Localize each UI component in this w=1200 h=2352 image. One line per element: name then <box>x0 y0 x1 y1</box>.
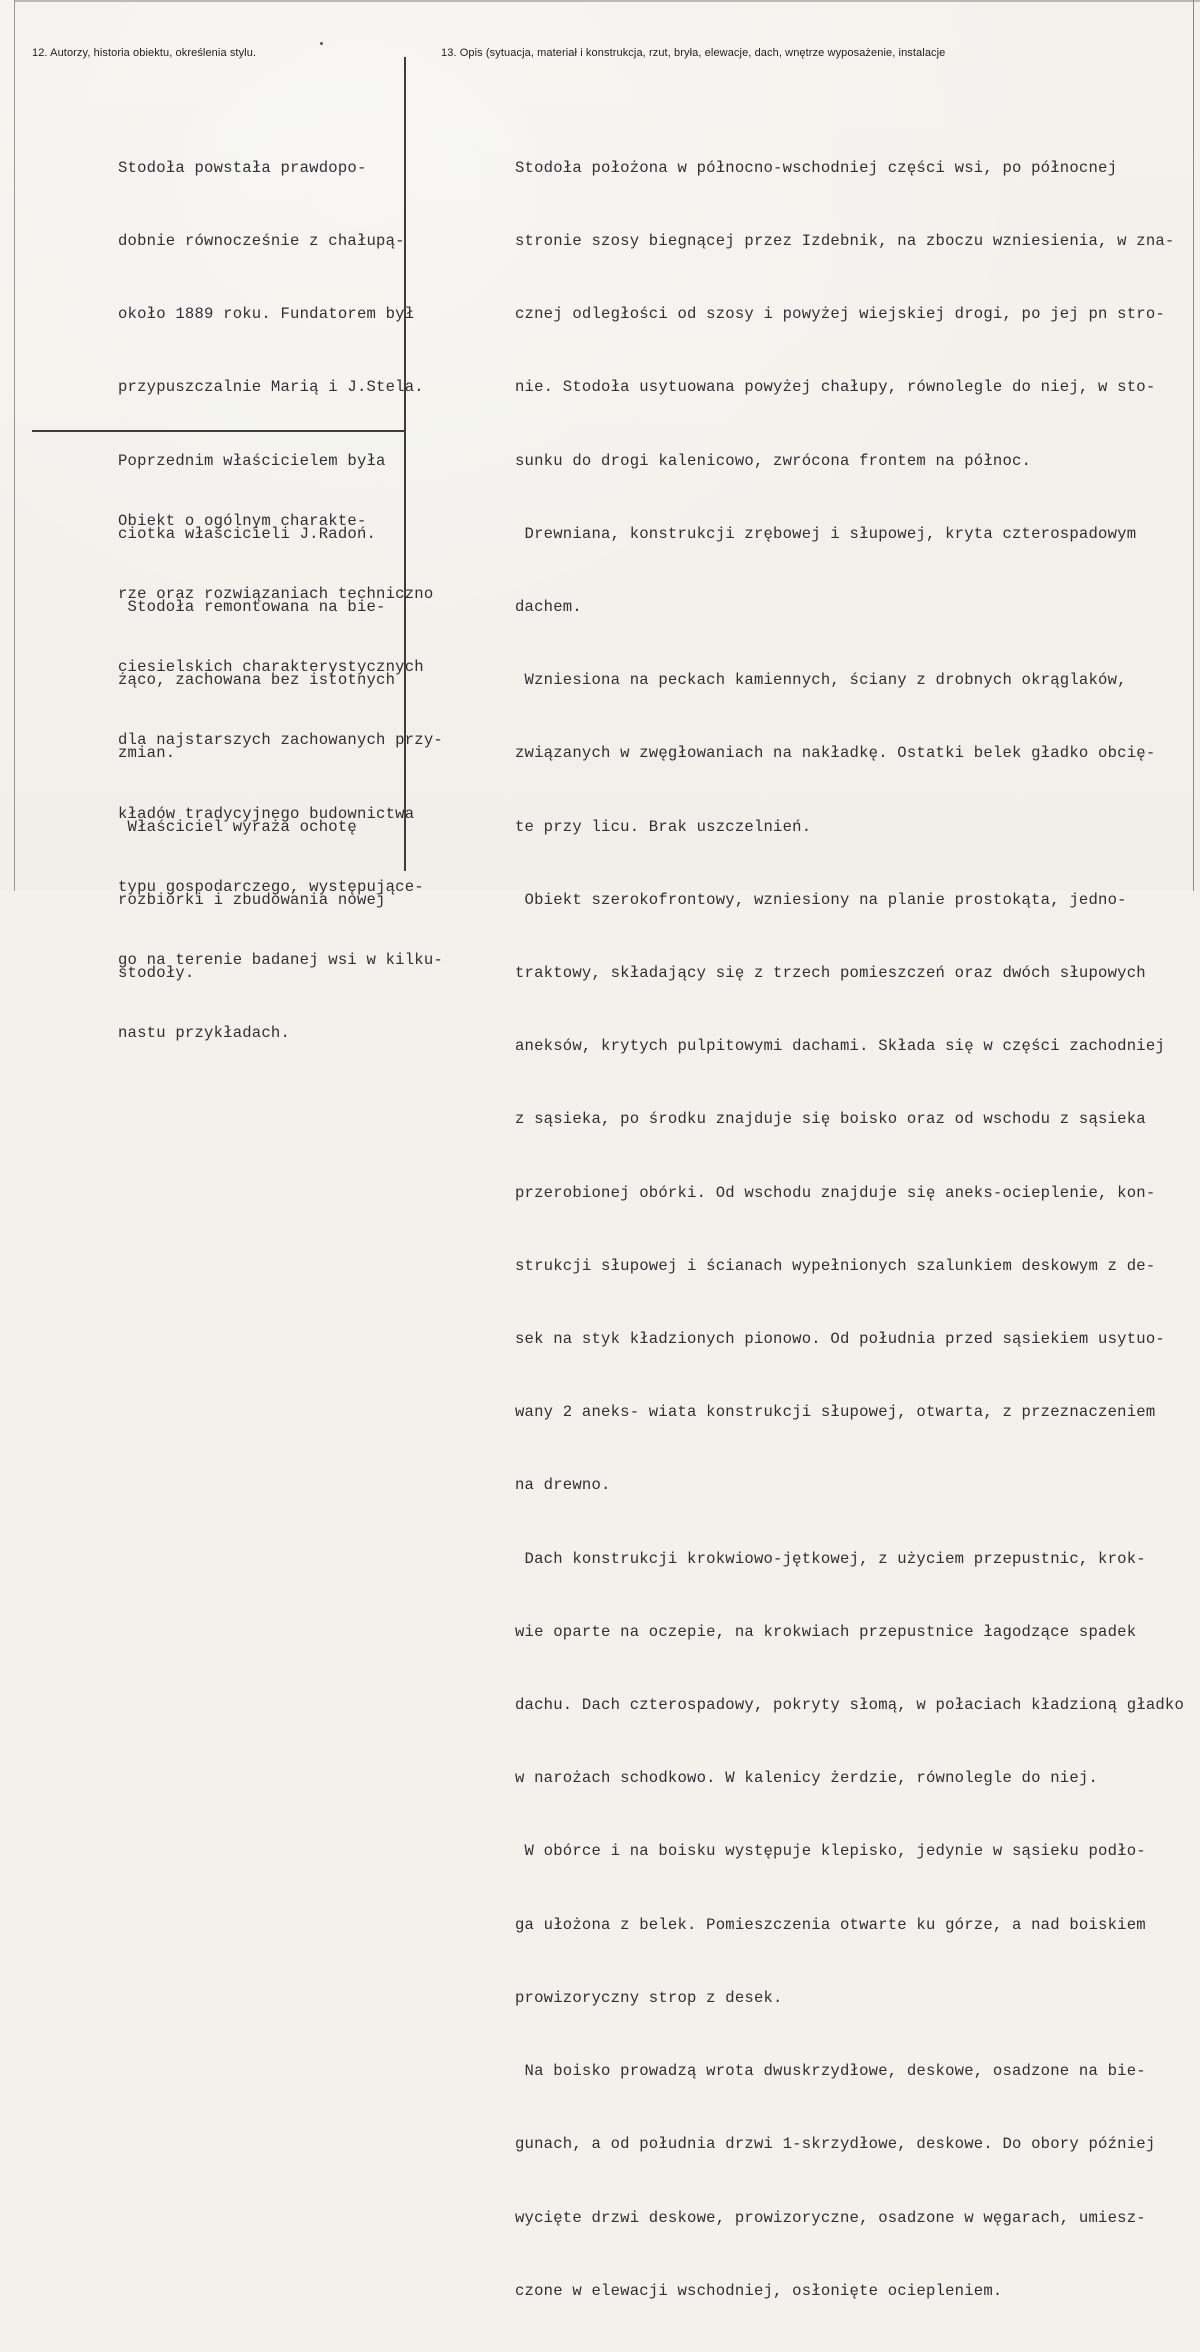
text-line: nastu przykładach. <box>118 1024 291 1043</box>
text-line: rze oraz rozwiązaniach techniczno <box>118 585 434 604</box>
text-line: wie oparte na oczepie, na krokwiach przepustnice łagodzące spadek <box>515 1622 1137 1641</box>
text-line: dobnie równocześnie z chałupą- <box>118 232 405 251</box>
page-right-edge <box>1193 0 1194 891</box>
text-line: ga ułożona z belek. Pomieszczenia otwarte ku górze, a nad boiskiem <box>515 1915 1146 1934</box>
text-line: cznej odległości od szosy i powyżej wiejskiej drogi, po jej pn stro- <box>515 305 1165 324</box>
text-line: dla najstarszych zachowanych przy- <box>118 731 443 750</box>
page-top-edge <box>14 0 1200 2</box>
page-left-edge <box>14 0 15 891</box>
section-13-header: 13. Opis (sytuacja, materiał i konstrukcja, rzut, bryła, elewacje, dach, wnętrze wyposażenie, instalacje <box>441 47 946 59</box>
text-line: związanych w zwęgłowaniach na nakładkę. Ostatki belek gładko obcię- <box>515 744 1156 763</box>
text-line: strukcji słupowej i ścianach wypełnionych szalunkiem deskowym z de- <box>515 1256 1156 1275</box>
text-line: Obiekt o ogólnym charakte- <box>118 511 367 530</box>
text-line: Stodoła położona w północno-wschodniej części wsi, po północnej <box>515 158 1118 177</box>
text-line: na drewno. <box>515 1476 611 1495</box>
text-line: Wzniesiona na peckach kamiennych, ściany z drobnych okrąglaków, <box>515 671 1127 690</box>
text-line: Stodoła remontowana na bie- <box>118 598 386 617</box>
text-line: typu gospodarczego, występujące- <box>118 877 424 896</box>
text-line: go na terenie badanej wsi w kilku- <box>118 951 443 970</box>
style-determination-text <box>118 460 443 1094</box>
text-line: Dach konstrukcji krokwiowo-jętkowej, z użyciem przepustnic, krok- <box>515 1549 1146 1568</box>
description-text <box>515 107 1184 2352</box>
text-line: żąco, zachowana bez istotnych <box>118 671 396 690</box>
text-line: Stodoła powstała prawdopo- <box>118 158 367 177</box>
text-line: kładów tradycyjnego budownictwa <box>118 804 415 823</box>
section-12-header: 12. Autorzy, historia obiektu, określenia stylu. <box>32 47 257 59</box>
text-line: prowizoryczny strop z desek. <box>515 1988 783 2007</box>
text-line: wany 2 aneks- wiata konstrukcji słupowej, otwarta, z przeznaczeniem <box>515 1403 1156 1422</box>
text-line: w narożach schodkowo. W kalenicy żerdzie, równolegle do niej. <box>515 1769 1099 1788</box>
text-line: Drewniana, konstrukcji zrębowej i słupowej, kryta czterospadowym <box>515 524 1137 543</box>
text-line: gunach, a od południa drzwi 1-skrzydłowe, deskowe. Do obory później <box>515 2135 1156 2154</box>
text-line: Poprzednim właścicielem była <box>118 451 386 470</box>
text-line: sek na styk kładzionych pionowo. Od południa przed sąsiekiem usytuo- <box>515 1330 1165 1349</box>
text-line: z sąsieka, po środku znajduje się boisko oraz od wschodu z sąsieka <box>515 1110 1146 1129</box>
text-line: około 1889 roku. Fundatorem był <box>118 305 415 324</box>
text-line: nie. Stodoła usytuowana powyżej chałupy, równolegle do niej, w sto- <box>515 378 1156 397</box>
text-line: W obórce i na boisku występuje klepisko, jedynie w sąsieku podło- <box>515 1842 1146 1861</box>
text-line: dachem. <box>515 598 582 617</box>
text-line: stronie szosy biegnącej przez Izdebnik, na zboczu wzniesienia, w zna- <box>515 232 1175 251</box>
text-line: traktowy, składający się z trzech pomieszczeń oraz dwóch słupowych <box>515 964 1146 983</box>
text-line: sunku do drogi kalenicowo, zwrócona frontem na północ. <box>515 451 1032 470</box>
text-line: aneksów, krytych pulpitowymi dachami. Składa się w części zachodniej <box>515 1037 1165 1056</box>
text-line: wycięte drzwi deskowe, prowizoryczne, osadzone w węgarach, umiesz- <box>515 2208 1146 2227</box>
text-line: ciotka właścicieli J.Radoń. <box>118 524 377 543</box>
ink-speck <box>320 42 323 45</box>
text-line: dachu. Dach czterospadowy, pokryty słomą, w połaciach kładzioną gładko <box>515 1696 1185 1715</box>
text-line: przerobionej obórki. Od wschodu znajduje się aneks-ocieplenie, kon- <box>515 1183 1156 1202</box>
text-line: te przy licu. Brak uszczelnień. <box>515 817 812 836</box>
text-line: stodoły. <box>118 964 195 983</box>
text-line: ciesielskich charakterystycznych <box>118 658 424 677</box>
text-line: Właściciel wyraża ochotę <box>118 817 357 836</box>
text-line: Obiekt szerokofrontowy, wzniesiony na planie prostokąta, jedno- <box>515 890 1127 909</box>
text-line: rozbiórki i zbudowania nowej <box>118 890 386 909</box>
text-line: przypuszczalnie Marią i J.Stela. <box>118 378 424 397</box>
text-line: czone w elewacji wschodniej, osłonięte ociepleniem. <box>515 2281 1003 2300</box>
text-line: Na boisko prowadzą wrota dwuskrzydłowe, deskowe, osadzone na bie- <box>515 2062 1146 2081</box>
text-line: zmian. <box>118 744 176 763</box>
